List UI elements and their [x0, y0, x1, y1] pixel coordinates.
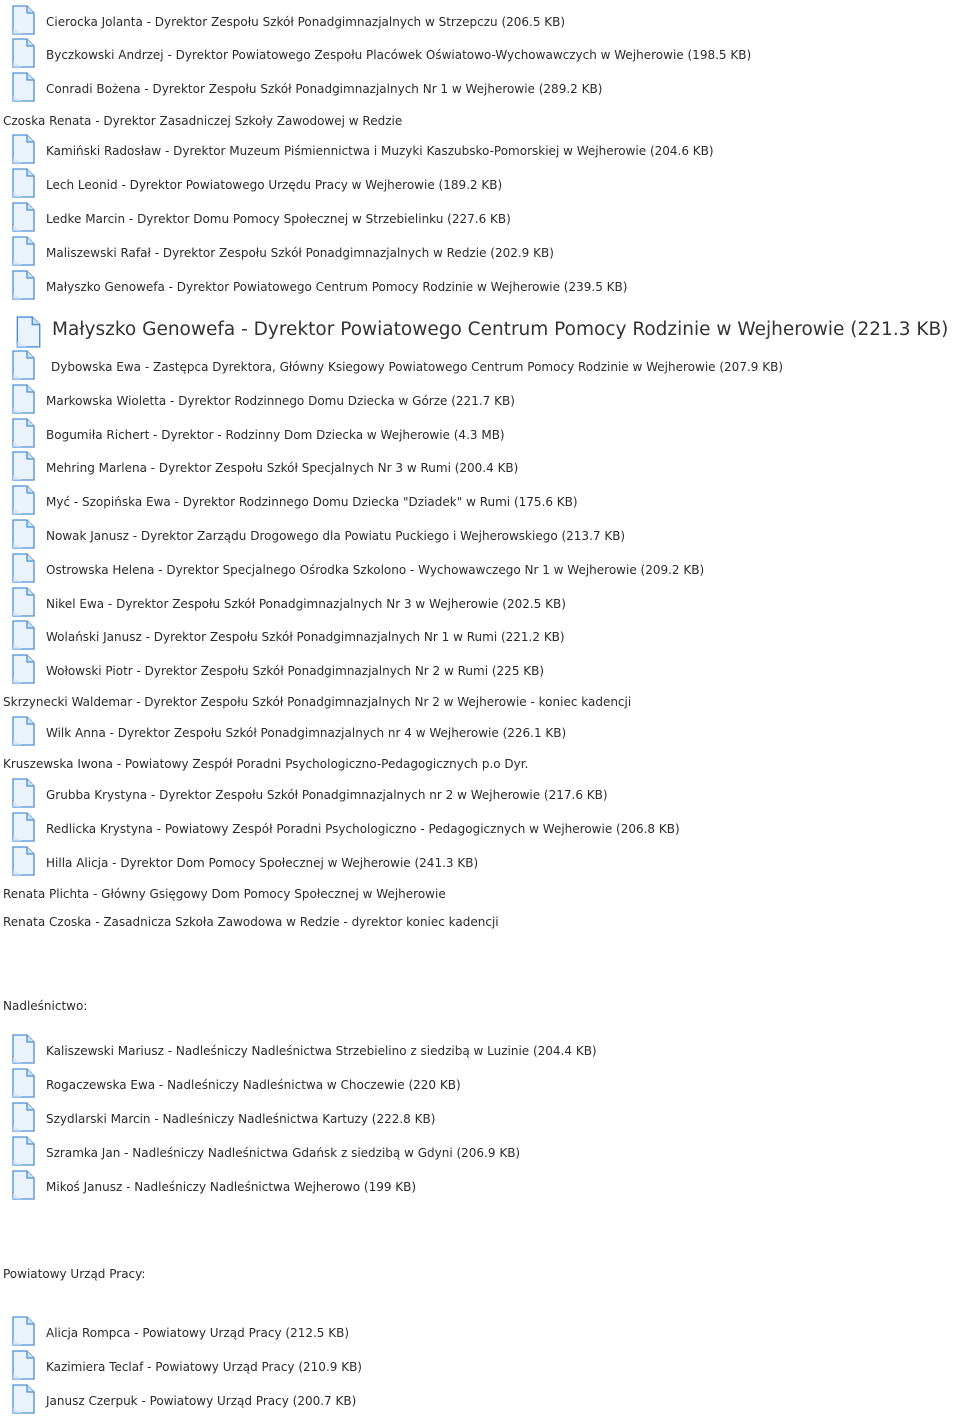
plain-entry-label: Kruszewska Iwona - Powiatowy Zespół Poradni Psychologiczno-Pedagogicznych p.o Dyr. [3, 757, 529, 771]
file-document-icon [10, 1102, 36, 1132]
file-document-icon [10, 1034, 36, 1064]
plain-entry [3, 914, 499, 930]
file-document-icon [10, 38, 36, 68]
file-link-label[interactable]: Grubba Krystyna - Dyrektor Zespołu Szkół Ponadgimnazjalnych nr 2 w Wejherowie (217.6 KB) [46, 788, 608, 802]
section-heading [3, 998, 87, 1014]
file-link-label[interactable]: Janusz Czerpuk - Powiatowy Urząd Pracy (200.7 KB) [46, 1394, 357, 1408]
file-link-label[interactable]: Wolański Janusz - Dyrektor Zespołu Szkół Ponadgimnazjalnych Nr 1 w Rumi (221.2 KB) [46, 630, 565, 644]
file-link-label[interactable]: Dybowska Ewa - Zastępca Dyrektora, Główny Ksiegowy Powiatowego Centrum Pomocy Rodzinie w Wejherowie (207.9 KB) [51, 360, 783, 374]
file-link-label[interactable]: Hilla Alicja - Dyrektor Dom Pomocy Społecznej w Wejherowie (241.3 KB) [46, 856, 479, 870]
file-link-label[interactable]: Nowak Janusz - Dyrektor Zarządu Drogowego dla Powiatu Puckiego i Wejherowskiego (213.7 KB) [46, 529, 626, 543]
file-document-icon [10, 270, 36, 300]
file-document-icon [10, 1350, 36, 1380]
file-document-icon [10, 418, 36, 448]
plain-entry [3, 694, 631, 710]
file-link-label[interactable]: Kaliszewski Mariusz - Nadleśniczy Nadleśnictwa Strzebielino z siedzibą w Luzinie (204.4 KB) [46, 1044, 597, 1058]
file-document-icon [10, 654, 36, 684]
file-link-label[interactable]: Conradi Bożena - Dyrektor Zespołu Szkół Ponadgimnazjalnych Nr 1 w Wejherowie (289.2 KB) [46, 82, 603, 96]
section-heading [3, 1266, 145, 1282]
file-document-icon [10, 846, 36, 876]
file-document-icon [10, 72, 36, 102]
file-document-icon [10, 168, 36, 198]
file-link-label[interactable]: Ledke Marcin - Dyrektor Domu Pomocy Społecznej w Strzebielinku (227.6 KB) [46, 212, 511, 226]
file-document-icon [10, 485, 36, 515]
file-link-label[interactable]: Ostrowska Helena - Dyrektor Specjalnego Ośrodka Szkolono - Wychowawczego Nr 1 w Wejherowie (209.2 KB) [46, 563, 705, 577]
plain-entry [3, 886, 446, 902]
file-document-icon [10, 812, 36, 842]
file-document-icon [14, 316, 42, 348]
file-link-label[interactable]: Kamiński Radosław - Dyrektor Muzeum Piśmiennictwa i Muzyki Kaszubsko-Pomorskiej w Wejherowie (204.6 KB) [46, 144, 714, 158]
file-document-icon [10, 384, 36, 414]
file-link-label[interactable]: Mehring Marlena - Dyrektor Zespołu Szkół Specjalnych Nr 3 w Rumi (200.4 KB) [46, 461, 519, 475]
file-link-label[interactable]: Maliszewski Rafał - Dyrektor Zespołu Szkół Ponadgimnazjalnych w Redzie (202.9 KB) [46, 246, 554, 260]
file-document-icon [10, 134, 36, 164]
plain-entry [3, 756, 528, 772]
file-link-label[interactable]: Lech Leonid - Dyrektor Powiatowego Urzędu Pracy w Wejherowie (189.2 KB) [46, 178, 503, 192]
file-document-icon [10, 350, 36, 380]
file-link-label[interactable]: Wilk Anna - Dyrektor Zespołu Szkół Ponadgimnazjalnych nr 4 w Wejherowie (226.1 KB) [46, 726, 567, 740]
file-link-label[interactable]: Nikel Ewa - Dyrektor Zespołu Szkół Ponadgimnazjalnych Nr 3 w Wejherowie (202.5 KB) [46, 597, 566, 611]
file-document-icon [10, 1384, 36, 1414]
file-document-icon [10, 778, 36, 808]
plain-entry-label: Renata Czoska - Zasadnicza Szkoła Zawodowa w Redzie - dyrektor koniec kadencji [3, 915, 499, 929]
file-link-label[interactable]: Rogaczewska Ewa - Nadleśniczy Nadleśnictwa w Choczewie (220 KB) [46, 1078, 461, 1092]
file-link-label[interactable]: Alicja Rompca - Powiatowy Urząd Pracy (212.5 KB) [46, 1326, 350, 1340]
file-link-label[interactable]: Małyszko Genowefa - Dyrektor Powiatowego Centrum Pomocy Rodzinie w Wejherowie (239.5 KB) [46, 280, 628, 294]
file-link-label[interactable]: Wołowski Piotr - Dyrektor Zespołu Szkół Ponadgimnazjalnych Nr 2 w Rumi (225 KB) [46, 664, 545, 678]
file-link-label[interactable]: Małyszko Genowefa - Dyrektor Powiatowego Centrum Pomocy Rodzinie w Wejherowie (221.3 KB) [52, 319, 949, 340]
file-document-icon [10, 236, 36, 266]
file-document-icon [10, 1068, 36, 1098]
file-document-icon [10, 519, 36, 549]
section-heading-label: Nadleśnictwo: [3, 999, 88, 1013]
plain-entry [3, 113, 402, 129]
file-document-icon [10, 716, 36, 746]
file-document-icon [10, 553, 36, 583]
file-link-label[interactable]: Redlicka Krystyna - Powiatowy Zespół Poradni Psychologiczno - Pedagogicznych w Wejherowie (206.8 KB) [46, 822, 680, 836]
file-document-icon [10, 5, 36, 35]
file-document-icon [10, 1136, 36, 1166]
file-document-icon [10, 620, 36, 650]
file-link-label[interactable]: Kazimiera Teclaf - Powiatowy Urząd Pracy (210.9 KB) [46, 1360, 362, 1374]
file-link-label[interactable]: Mikoś Janusz - Nadleśniczy Nadleśnictwa Wejherowo (199 KB) [46, 1180, 417, 1194]
file-document-icon [10, 1316, 36, 1346]
file-link-label[interactable]: Bogumiła Richert - Dyrektor - Rodzinny Dom Dziecka w Wejherowie (4.3 MB) [46, 428, 505, 442]
file-document-icon [10, 202, 36, 232]
file-document-icon [10, 1170, 36, 1200]
plain-entry-label: Skrzynecki Waldemar - Dyrektor Zespołu Szkół Ponadgimnazjalnych Nr 2 w Wejherowie - koniec kadencji [3, 695, 632, 709]
file-link-label[interactable]: Cierocka Jolanta - Dyrektor Zespołu Szkół Ponadgimnazjalnych w Strzepczu (206.5 KB) [46, 15, 566, 29]
file-link-label[interactable]: Byczkowski Andrzej - Dyrektor Powiatowego Zespołu Placówek Oświatowo-Wychowawczych w Wejherowie (198.5 KB) [46, 48, 752, 62]
file-document-icon [10, 451, 36, 481]
plain-entry-label: Czoska Renata - Dyrektor Zasadniczej Szkoły Zawodowej w Redzie [3, 114, 403, 128]
file-link-label[interactable]: Szramka Jan - Nadleśniczy Nadleśnictwa Gdańsk z siedzibą w Gdyni (206.9 KB) [46, 1146, 521, 1160]
section-heading-label: Powiatowy Urząd Pracy: [3, 1267, 146, 1281]
file-link-label[interactable]: Markowska Wioletta - Dyrektor Rodzinnego Domu Dziecka w Górze (221.7 KB) [46, 394, 515, 408]
file-document-icon [10, 587, 36, 617]
file-link-label[interactable]: Myć - Szopińska Ewa - Dyrektor Rodzinnego Domu Dziecka "Dziadek" w Rumi (175.6 KB) [46, 495, 578, 509]
file-link-label[interactable]: Szydlarski Marcin - Nadleśniczy Nadleśnictwa Kartuzy (222.8 KB) [46, 1112, 436, 1126]
plain-entry-label: Renata Plichta - Główny Gsięgowy Dom Pomocy Społecznej w Wejherowie [3, 887, 446, 901]
